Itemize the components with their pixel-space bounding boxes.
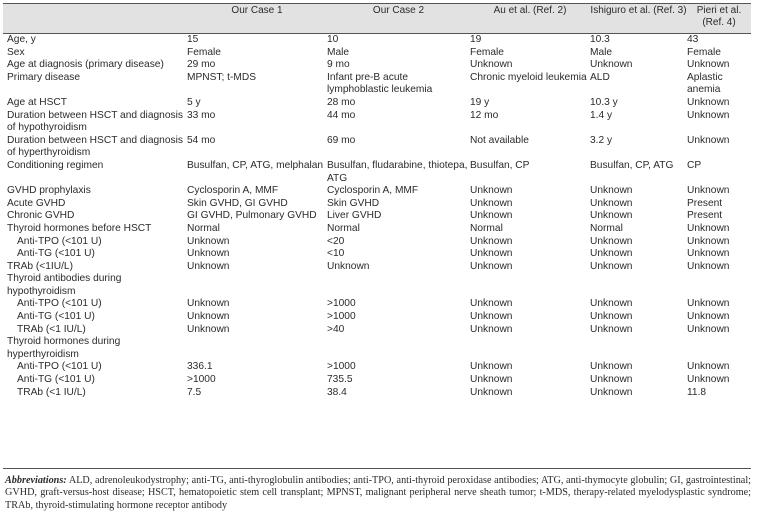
table-cell: 12 mo	[470, 109, 499, 121]
table-cell: 3.2 y	[590, 134, 613, 146]
table-cell: Unknown	[187, 248, 230, 260]
table-cell: Unknown	[590, 210, 633, 222]
table-cell: 10	[327, 34, 339, 45]
table-cell	[590, 273, 687, 298]
table-cell: >40	[327, 323, 345, 335]
table-cell: Normal	[187, 222, 220, 234]
row-label: Anti-TPO (<101 U)	[17, 298, 102, 310]
table-cell: Unknown	[687, 109, 730, 121]
table-cell: Unknown	[590, 386, 633, 398]
table-row	[7, 273, 751, 298]
table-cell: 29 mo	[187, 59, 216, 71]
row-label: Chronic GVHD	[7, 210, 75, 222]
row-label: Anti-TG (<101 U)	[17, 248, 95, 260]
table-cell: Female	[687, 46, 721, 58]
table-cell: Cyclosporin A, MMF	[327, 185, 419, 197]
table-cell: 54 mo	[187, 134, 216, 146]
table-cell: 735.5	[327, 374, 353, 386]
table-cell: Unknown	[187, 311, 230, 323]
table-cell: Chronic myeloid leukemia	[470, 71, 587, 83]
table-cell: Unknown	[687, 248, 730, 260]
table-cell: Unknown	[470, 386, 513, 398]
table-cell: Unknown	[470, 235, 513, 247]
comparison-table	[7, 4, 751, 399]
table-cell: >1000	[327, 361, 356, 373]
table-cell: Not available	[470, 134, 529, 146]
row-label: TRAb (<1IU/L)	[7, 260, 73, 272]
row-label: Primary disease	[7, 71, 81, 83]
row-label: Duration between HSCT and diagnosis of hyperthyroidism	[7, 134, 183, 159]
table-cell: 11.8	[687, 386, 707, 398]
table-cell: Unknown	[590, 361, 633, 373]
table-cell: <20	[327, 235, 345, 247]
table-cell: Unknown	[687, 134, 730, 146]
table-cell: Unknown	[687, 59, 730, 71]
table-cell: Unknown	[590, 248, 633, 260]
table-cell	[590, 336, 687, 361]
table-cell: Unknown	[590, 374, 633, 386]
table-cell: Unknown	[470, 59, 513, 71]
table-cell: 9 mo	[327, 59, 350, 71]
table-cell: 19	[470, 34, 482, 45]
table-cell: Male	[590, 46, 613, 58]
table-cell: Busulfan, CP, ATG	[590, 159, 674, 171]
table-cell: Unknown	[470, 374, 513, 386]
table-cell: Present	[687, 197, 723, 209]
table-row	[7, 59, 751, 72]
table-row	[7, 210, 751, 223]
table-cell: 15	[187, 34, 199, 45]
table-cell: GI GVHD, Pulmonary GVHD	[187, 210, 317, 222]
table-cell: Unknown	[470, 311, 513, 323]
table-cell: 336.1	[187, 361, 213, 373]
table-cell: Unknown	[187, 235, 230, 247]
table-cell	[187, 336, 327, 361]
table-cell: Infant pre-B acute lymphoblastic leukemia	[327, 71, 433, 96]
table-cell: 44 mo	[327, 109, 356, 121]
table-row	[7, 185, 751, 198]
table-cell	[187, 273, 327, 298]
row-label: Conditioning regimen	[7, 159, 104, 171]
column-header: Ishiguro et al. (Ref. 3)	[590, 5, 687, 16]
table-row	[7, 311, 751, 324]
table-cell: 10.3	[590, 34, 610, 45]
table-cell: Present	[687, 210, 723, 222]
table-cell: Skin GVHD	[327, 197, 380, 209]
table-cell: <10	[327, 248, 345, 260]
table-cell: Busulfan, fludarabine, thiotepa, ATG	[327, 159, 468, 184]
table-cell: Unknown	[590, 298, 633, 310]
table-row	[7, 324, 751, 337]
table-cell: 43	[687, 34, 699, 45]
row-label: Thyroid hormones during hyperthyroidism	[7, 336, 121, 360]
table-cell: Normal	[327, 222, 360, 234]
column-header	[7, 4, 187, 34]
row-label: Duration between HSCT and diagnosis of hypothyroidism	[7, 109, 183, 134]
table-row	[7, 97, 751, 110]
row-label: Thyroid hormones before HSCT	[7, 222, 152, 234]
table-row	[7, 261, 751, 274]
table-cell: Normal	[590, 222, 623, 234]
row-label: Age at diagnosis (primary disease)	[7, 59, 164, 71]
table-row	[7, 198, 751, 211]
row-label: Age at HSCT	[7, 96, 68, 108]
table-cell: Unknown	[327, 260, 370, 272]
table-cell: 38.4	[327, 386, 347, 398]
table-cell: Unknown	[590, 323, 633, 335]
column-header: Pieri et al. (Ref. 4)	[696, 5, 742, 28]
table-cell: >1000	[327, 311, 356, 323]
column-header: Our Case 1	[231, 5, 283, 16]
table-cell: Unknown	[470, 323, 513, 335]
row-label: Thyroid antibodies during hypothyroidism	[7, 273, 122, 297]
table-cell: >1000	[327, 298, 356, 310]
table-cell: Female	[470, 46, 504, 58]
table-row	[7, 336, 751, 361]
table-cell: Cyclosporin A, MMF	[187, 185, 279, 197]
table-cell: 7.5	[187, 386, 202, 398]
table-row	[7, 47, 751, 60]
table-cell	[470, 336, 590, 361]
table-cell: Unknown	[590, 311, 633, 323]
table-cell: 5 y	[187, 96, 201, 108]
column-header: Au et al. (Ref. 2)	[493, 5, 567, 16]
table-cell: Unknown	[470, 361, 513, 373]
table-row	[7, 387, 751, 400]
table-cell	[470, 273, 590, 298]
footnote-heading: Abbreviations:	[5, 475, 67, 486]
table-cell: Unknown	[687, 374, 730, 386]
table-cell: Unknown	[590, 235, 633, 247]
table-body	[7, 34, 751, 399]
table-cell: 33 mo	[187, 109, 216, 121]
table-row	[7, 361, 751, 374]
row-label: TRAb (<1 IU/L)	[17, 323, 86, 335]
table-cell: Unknown	[470, 210, 513, 222]
table-cell: Unknown	[687, 96, 730, 108]
table-cell: Unknown	[470, 197, 513, 209]
column-header: Our Case 2	[372, 5, 425, 16]
table-cell: Busulfan, CP, ATG, melphalan	[187, 159, 324, 171]
table-cell: Unknown	[590, 197, 633, 209]
row-label: GVHD prophylaxis	[7, 185, 91, 197]
row-label: Anti-TPO (<101 U)	[17, 235, 102, 247]
table-cell	[687, 273, 751, 298]
table-cell: 69 mo	[327, 134, 356, 146]
table-cell: ALD	[590, 71, 610, 83]
table-row	[7, 135, 751, 160]
table-cell: Unknown	[590, 185, 633, 197]
table-row	[7, 248, 751, 261]
row-label: TRAb (<1 IU/L)	[17, 386, 86, 398]
table-cell: >1000	[187, 374, 216, 386]
table-cell: CP	[687, 159, 702, 171]
table-row	[7, 34, 751, 47]
table-cell: 28 mo	[327, 96, 356, 108]
row-label: Acute GVHD	[7, 197, 66, 209]
row-label: Age, y	[7, 34, 36, 45]
table-row	[7, 236, 751, 249]
table-cell: Unknown	[687, 361, 730, 373]
table-cell: Unknown	[687, 323, 730, 335]
abbreviations-footnote	[5, 475, 751, 512]
table-header-row	[7, 4, 751, 34]
table-cell	[327, 336, 470, 361]
table-cell	[687, 336, 751, 361]
bottom-rule	[3, 468, 751, 469]
table-cell	[327, 273, 470, 298]
table-cell: Unknown	[590, 260, 633, 272]
table-cell: Male	[327, 46, 350, 58]
table-cell: Female	[187, 46, 221, 58]
table-cell: Unknown	[687, 311, 730, 323]
table-cell: MPNST; t-MDS	[187, 71, 257, 83]
footnote-text: ALD, adrenoleukodystrophy; anti-TG, anti-thyroglobulin antibodies; anti-TPO, anti-thyroid peroxidase antibodies; ATG, anti-thymocyte globulin; GI, gastrointestinal; GVHD, graft-versus-host disease; HSCT, hematopoietic stem cell transplant; MPNST, malignant peripheral nerve sheath tumor; t-MDS, therapy-related myelodysplastic syndrome; TRAb, thyroid-stimulating hormone receptor antibody	[5, 475, 751, 511]
table-cell: Busulfan, CP	[470, 159, 530, 171]
table-cell: Unknown	[187, 298, 230, 310]
table-cell: Unknown	[590, 59, 633, 71]
table-cell: Unknown	[470, 298, 513, 310]
row-label: Anti-TG (<101 U)	[17, 374, 95, 386]
table-cell: Unknown	[687, 298, 730, 310]
table-cell: Normal	[470, 222, 503, 234]
table-cell: Unknown	[470, 260, 513, 272]
table-row	[7, 223, 751, 236]
table-row	[7, 72, 751, 97]
table-cell: Unknown	[687, 235, 730, 247]
table-cell: Unknown	[470, 185, 513, 197]
table-row	[7, 374, 751, 387]
table-cell: Unknown	[687, 260, 730, 272]
table-cell: 10.3 y	[590, 96, 618, 108]
table-cell: 1.4 y	[590, 109, 613, 121]
table-cell: Liver GVHD	[327, 210, 382, 222]
row-label: Sex	[7, 46, 25, 58]
row-label: Anti-TG (<101 U)	[17, 311, 95, 323]
table-cell: Unknown	[687, 185, 730, 197]
table-cell: Unknown	[470, 248, 513, 260]
row-label: Anti-TPO (<101 U)	[17, 361, 102, 373]
table-cell: Aplastic anemia	[687, 71, 723, 96]
table-cell: Unknown	[187, 323, 230, 335]
table-row	[7, 110, 751, 135]
table-row	[7, 298, 751, 311]
table-row	[7, 160, 751, 185]
table-cell: Unknown	[187, 260, 230, 272]
table-cell: Skin GVHD, GI GVHD	[187, 197, 288, 209]
table-cell: 19 y	[470, 96, 490, 108]
table-cell: Unknown	[687, 222, 730, 234]
